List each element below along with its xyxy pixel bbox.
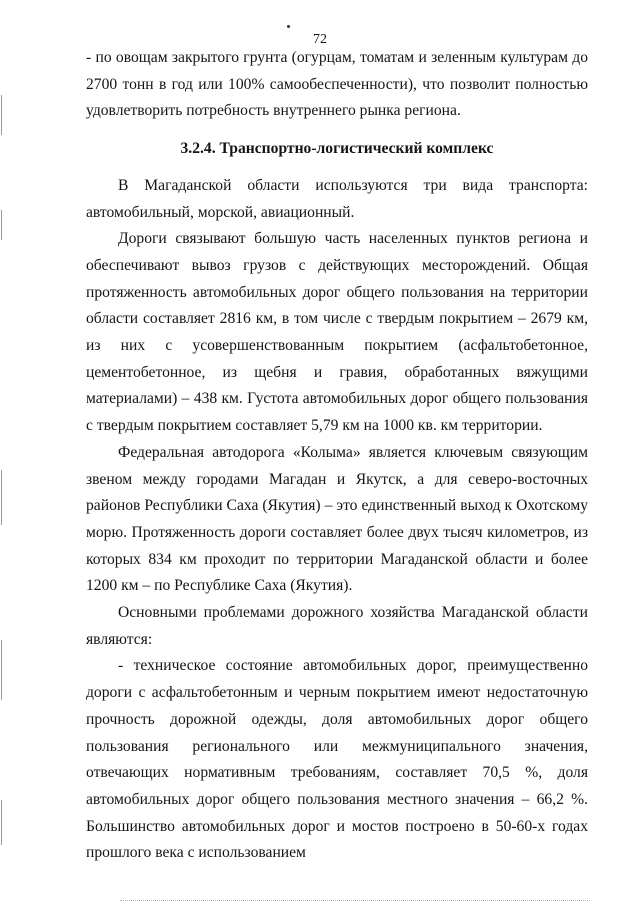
scan-edge-marks [0,0,6,905]
scan-bottom-marks [120,900,590,902]
paragraph-kolyma-highway: Федеральная автодорога «Колыма» является ключевым связующим звеном между городами Магадан и Якутск, а для северо-восточных районов Республики Саха (Якутия) – это единственный выход к Охотскому морю. Протяженность дороги составляет более двух тысяч километров, из которых 834 км проходит по территории Магаданской области и более 1200 км – по Республике Саха (Якутия). [86,443,588,595]
document-body [86,45,588,867]
page-number: 72 [313,32,327,47]
section-heading: 3.2.4. Транспортно-логистический комплекс [180,140,494,158]
intro-paragraph: - по овощам закрытого грунта (огурцам, томатам и зеленным культурам до 2700 тонн в год или 100% самообеспеченности), что позволит полностью удовлетворить потребность внутреннего рынка региона. [86,49,588,120]
scan-speck [287,25,290,28]
paragraph-roads: Дороги связывают большую часть населенных пунктов региона и обеспечивают вывоз грузов с действующих месторождений. Общая протяженность автомобильных дорог общего пользования на территории области составляет 2816 км, в том числе с твердым покрытием – 2679 км, из них с усовершенствованным покрытием (асфальтобетонное, цементобетонное, из щебня и гравия, обработанных вяжущими материалами) – 438 км. Густота автомобильных дорог общего пользования с твердым покрытием составляет 5,79 км на 1000 кв. км территории. [86,230,588,435]
paragraph-technical-condition: - техническое состояние автомобильных дорог, преимущественно дороги с асфальтобетонным и черным покрытием имеют недостаточную прочность дорожной одежды, доля автомобильных дорог общего пользования регионального или межмуниципального значения, отвечающих нормативным требованиям, составляет 70,5 %, доля автомобильных дорог общего пользования местного значения – 66,2 %. Большинство автомобильных дорог и мостов построено в 50-60-х годах прошлого века с использованием [86,657,588,862]
paragraph-problems-intro: Основными проблемами дорожного хозяйства Магаданской области являются: [86,604,588,648]
paragraph-transport-types: В Магаданской области используются три вида транспорта: автомобильный, морской, авиационный. [86,176,588,221]
